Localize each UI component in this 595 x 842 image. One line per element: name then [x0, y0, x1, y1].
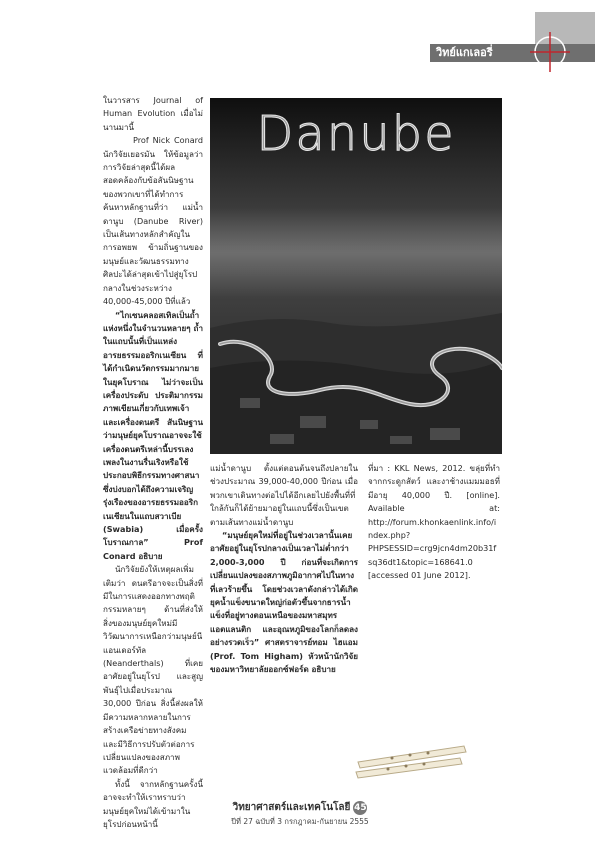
quote-paragraph: “ไกเซนคลอสเทิลเป็นถ้ำแห่งหนึ่งในจำนวนหลายๆ ถ้ำในแถบนั้นที่เป็นแหล่งอารยธรรมออริกเนเซียน ที่ได้กำเนิดนวัตกรรมมากมายในยุคโบราณ ไม่ว่าจะเป็นเครื่องประดับ ประติมากรรม ภาพเขียนเกี่ยวกับเทพเจ้า และเครื่องดนตรี สันนิษฐานว่ามนุษย์ยุคโบราณอาจจะใช้เครื่องดนตรีเหล่านี้บรรเลงเพลงในงานรื่นเริงหรือใช้ประกอบพิธีกรรมทางศาสนา ซึ่งบ่งบอกได้ถึงความเจริญรุ่งเรืองของอารยธรรมออริกเนเซียนในแถบสวาเบีย (Swabia) เมื่อครั้งโบราณกาล” Prof Conard อธิบาย — [103, 309, 203, 561]
danube-aerial-photo — [210, 98, 502, 454]
text-column-middle — [210, 462, 358, 677]
paragraph: ทั้งนี้ จากหลักฐานครั้งนี้อาจจะทำให้เราทราบว่ามนุษย์ยุคใหม่ได้เข้ามาในยุโรปก่อนหน้านี้ — [103, 778, 203, 829]
text-column-right — [368, 462, 500, 583]
paragraph: นักวิจัยยังให้เหตุผลเพิ่มเติมว่า ดนตรีอาจจะเป็นสิ่งที่มีในการแสดงออกทางพฤติกรรมหลายๆ ด้านที่ส่งให้สิ่งของมนุษย์ยุคใหม่มีวิวัฒนาการเหนือกว่ามนุษย์นีแอนเดอร์ทัล (Neanderthals) ที่เคยอาศัยอยู่ในยุโรป และสูญพันธุ์ไปเมื่อประมาณ 30,000 ปีก่อน สิ่งนี้ส่งผลให้มีความหลากหลายในการสร้างเครือข่ายทางสังคม และมีวิธีการปรับตัวต่อการเปลี่ยนแปลงของสภาพแวดล้อมที่ดีกว่า — [103, 564, 203, 776]
magazine-name: วิทยาศาสตร์และเทคโนโลยี — [232, 802, 351, 813]
section-label: วิทย์แกเลอรี่ — [436, 46, 493, 59]
bone-flute-illustration — [352, 728, 472, 788]
paragraph: Prof Nick Conard นักวิจัยเยอรมัน ให้ข้อมูลว่า การวิจัยล่าสุดนี้ได้ผลสอดคล้องกับข้อสันนิษฐานของพวกเขาที่ได้ทำการค้นหาหลักฐานที่ว่า แม่น้ำดานูบ (Danube River) เป็นเส้นทางหลักสำคัญในการอพยพ ข้ามถิ่นฐานของมนุษย์และวัฒนธรรมทางศิลปะได้ล่าสุดเข้าไปสู่ยุโรปกลางในช่วงระหว่าง 40,000-45,000 ปีที่แล้ว — [103, 135, 203, 307]
paragraph: แม่น้ำดานูบ ตั้งแต่ตอนต้นจนถึงปลายในช่วงประมาณ 39,000-40,000 ปีก่อน เมื่อพวกเขาเดินทางต่อไปได้อีกเลยไปยังพื้นที่ที่ใกล้กันก็ได้ย้ายมาอยู่ในแถบนี้ซึ่งเป็นเขตตามเส้นทางแม่น้ำดานูบ — [210, 463, 358, 527]
photo-title: Danube — [256, 106, 456, 162]
quote-paragraph: “มนุษย์ยุคใหม่ที่อยู่ในช่วงเวลานั้นเคยอาศัยอยู่ในยุโรปกลางเป็นเวลาไม่ต่ำกว่า 2,000-3,000 ปี ก่อนที่จะเกิดการเปลี่ยนแปลงของสภาพภูมิอากาศไปในทางที่เลวร้ายขึ้น โดยช่วงเวลาดังกล่าวได้เกิดยุคน้ำแข็งขนาดใหญ่ก่อตัวขึ้นจากธารน้ำแข็งที่อยู่ทางตอนเหนือของมหาสมุทรแอตแลนติก และอุณหภูมิของโลกก็ลดลงอย่างรวดเร็ว” ศาสตราจารย์ทอม ไฮแอม (Prof. Tom Higham) หัวหน้านักวิจัยของมหาวิทยาลัยออกซ์ฟอร์ด อธิบาย — [210, 530, 358, 675]
paragraph: ในวารสาร Journal of Human Evolution เมื่อไม่นานมานี้ — [103, 95, 203, 132]
text-column-left — [103, 94, 203, 831]
crosshair-icon — [528, 30, 572, 74]
source-citation: ที่มา : KKL News, 2012. ขลุ่ยที่ทำจากกระดูกสัตว์ และงาช้างแมมมอธที่มีอายุ 40,000 ปี. [online]. Available at: http://forum.khonkaenlink.info/index.php?PHPSESSID=crg9jcn4dm20b31fsq36dt1&topic=168641.0 [accessed 01 June 2012]. — [368, 463, 500, 581]
page-number: 45 — [354, 803, 367, 813]
magazine-title — [200, 800, 400, 815]
issue-info: ปีที่ 27 ฉบับที่ 3 กรกฎาคม-กันยายน 2555 — [231, 817, 369, 826]
